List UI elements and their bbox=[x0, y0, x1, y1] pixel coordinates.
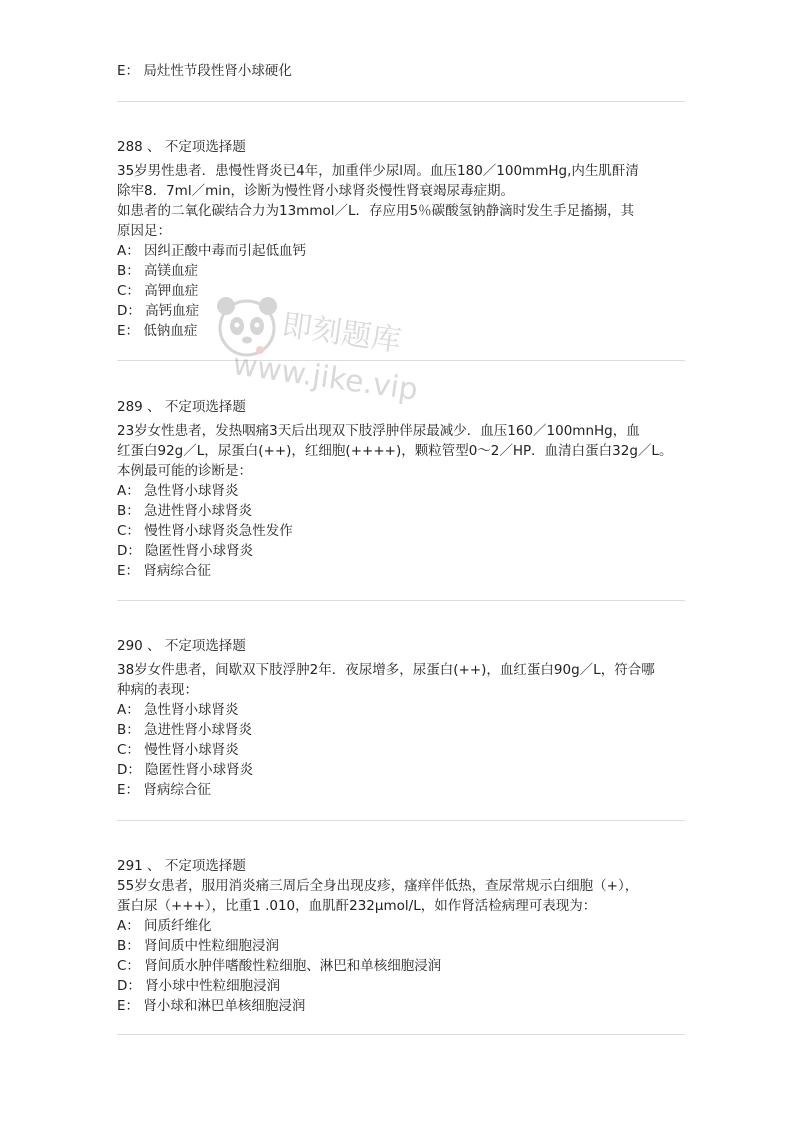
question-290-option-b: B： 急进性肾小球肾炎 bbox=[117, 722, 253, 738]
question-290-option-c: C： 慢性肾小球肾炎 bbox=[117, 742, 239, 758]
question-291-header: 291 、 不定项选择题 bbox=[117, 858, 246, 874]
question-289-stem-line: 本例最可能的诊断是： bbox=[117, 463, 252, 479]
question-289-option-a: A： 急性肾小球肾炎 bbox=[117, 483, 239, 499]
question-291-option-b: B： 肾间质中性粒细胞浸润 bbox=[117, 938, 280, 954]
question-288-stem-line: 如患者的二氧化碳结合力为13mmol／L．存应用5％碳酸氢钠静滴时发生手足搐搦，其 bbox=[117, 203, 635, 219]
divider bbox=[117, 360, 685, 361]
question-288-stem-line: 除牢8．7ml／min，诊断为慢性肾小球肾炎慢性肾衰竭尿毒症期。 bbox=[117, 183, 515, 199]
question-290-header: 290 、 不定项选择题 bbox=[117, 638, 246, 654]
watermark-brand: 即刻题库 bbox=[279, 307, 404, 360]
question-289-stem-line: 红蛋白92g／L，尿蛋白(++)，红细胞(++++)，颗粒管型0～2／HP．血清白蛋白32g／L。 bbox=[117, 443, 673, 459]
question-288-header: 288 、 不定项选择题 bbox=[117, 139, 246, 155]
question-288-option-e: E： 低钠血症 bbox=[117, 323, 198, 339]
divider bbox=[117, 600, 685, 601]
watermark-url: www.jike.vip bbox=[230, 347, 421, 408]
question-288-option-d: D： 高钙血症 bbox=[117, 303, 200, 319]
divider bbox=[117, 101, 685, 102]
question-290-option-d: D： 隐匿性肾小球肾炎 bbox=[117, 762, 254, 778]
question-290-stem-line: 38岁女件患者，间歇双下肢浮肿2年．夜尿增多，尿蛋白(++)，血红蛋白90g／L，符合哪 bbox=[117, 662, 655, 678]
question-290-option-a: A： 急性肾小球肾炎 bbox=[117, 702, 239, 718]
question-288-stem-line: 35岁男性患者．患慢性肾炎已4年，加重伴少尿l周。血压180／100mmHg,内生肌酐清 bbox=[117, 163, 639, 179]
question-291-option-e: E： 肾小球和淋巴单核细胞浸润 bbox=[117, 998, 306, 1014]
question-291-option-d: D： 肾小球中性粒细胞浸润 bbox=[117, 978, 281, 994]
question-288-stem-line: 原因足： bbox=[117, 223, 171, 239]
question-288-option-c: C： 高钾血症 bbox=[117, 283, 199, 299]
divider bbox=[117, 820, 685, 821]
question-288-option-a: A： 因纠正酸中毒而引起低血钙 bbox=[117, 243, 307, 259]
question-291-stem-line: 55岁女患者，服用消炎痛三周后全身出现皮疹，瘙痒伴低热，查尿常规示白细胞（+）， bbox=[117, 878, 639, 894]
question-289-option-d: D： 隐匿性肾小球肾炎 bbox=[117, 543, 254, 559]
question-289-option-c: C： 慢性肾小球肾炎急性发作 bbox=[117, 523, 293, 539]
question-290-stem-line: 种病的表现： bbox=[117, 682, 198, 698]
question-289-stem-line: 23岁女性患者，发热咽痛3天后出现双下肢浮肿伴尿最减少．血压160／100mnHg，血 bbox=[117, 423, 640, 439]
divider bbox=[117, 1034, 685, 1035]
question-291-stem-line: 蛋白尿（+++），比重1 .010，血肌酐232μmol/L，如作肾活检病理可表现为： bbox=[117, 898, 597, 914]
question-288-option-b: B： 高镁血症 bbox=[117, 263, 199, 279]
question-289-option-e: E： 肾病综合征 bbox=[117, 563, 211, 579]
question-291-option-c: C： 肾间质水肿伴嗜酸性粒细胞、淋巴和单核细胞浸润 bbox=[117, 958, 442, 974]
question-290-option-e: E： 肾病综合征 bbox=[117, 782, 211, 798]
question-289-header: 289 、 不定项选择题 bbox=[117, 399, 246, 415]
question-289-option-b: B： 急进性肾小球肾炎 bbox=[117, 503, 253, 519]
question-291-option-a: A： 间质纤维化 bbox=[117, 918, 212, 934]
option-e-previous: E： 局灶性节段性肾小球硬化 bbox=[117, 63, 292, 79]
